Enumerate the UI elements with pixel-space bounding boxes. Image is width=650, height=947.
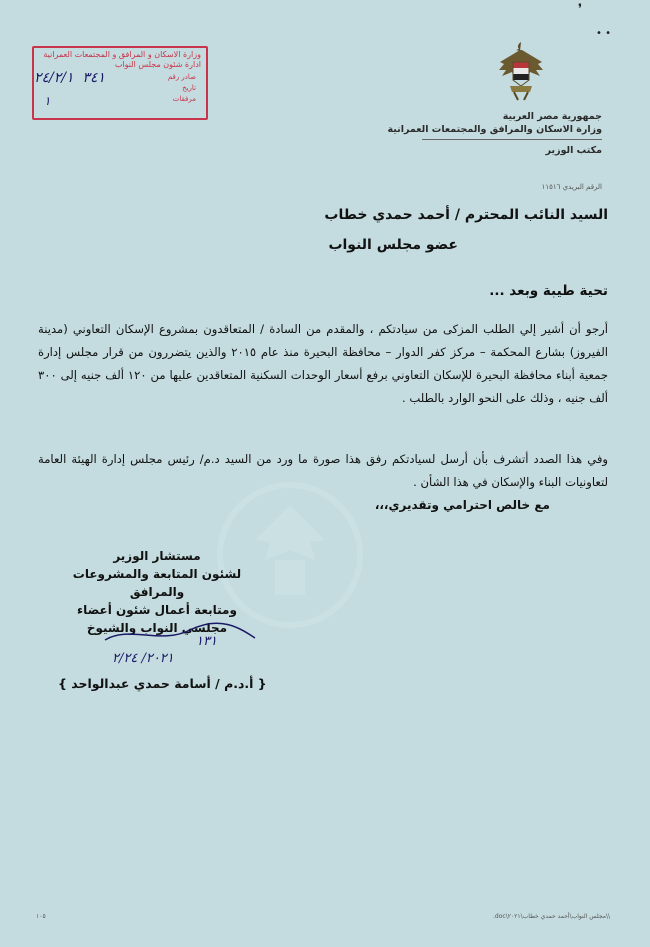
addressee-name: السيد النائب المحترم / أحمد حمدي خطاب xyxy=(324,207,608,223)
body-paragraph-2: وفي هذا الصدد أتشرف بأن أرسل لسيادتكم رفق هذا صورة ما ورد من السيد د.م/ رئيس مجلس إدارة الهيئة العامة لتعاونيات البناء والإسكان في هذا الشأن . xyxy=(38,452,608,489)
corner-mark: ❜ xyxy=(578,2,583,17)
org-divider xyxy=(422,139,602,140)
signature-line-4: مجلسي النواب والشيوخ xyxy=(86,621,228,635)
closing-line: مع خالص احترامي وتقديري،،، xyxy=(374,498,550,512)
signature-line-3: ومتابعة أعمال شئون أعضاء xyxy=(77,603,237,617)
stamp-field-attachments: مرفقات xyxy=(172,95,196,103)
stamp-fields xyxy=(168,72,196,105)
eagle-emblem-icon xyxy=(496,40,546,104)
organization-header xyxy=(382,110,602,194)
org-ministry: وزارة الاسكان والمرافق والمجتمعات العمرانية xyxy=(387,124,602,135)
signer-name: { أ.د.م / أسامة حمدي عبدالواحد } xyxy=(58,676,267,691)
stamp-field-number: صادر رقم xyxy=(167,73,196,81)
stamp-field-date: تاريخ xyxy=(182,84,196,92)
handwritten-signature-icon xyxy=(100,620,260,650)
org-country: جمهورية مصر العربية xyxy=(502,111,602,122)
outgoing-stamp xyxy=(32,46,208,120)
stamp-line-department: ادارة شئون مجلس النواب xyxy=(114,60,201,69)
corner-dots: • • xyxy=(596,28,611,39)
stamp-handwritten-number: ٣٤١ ٢٤/٢/١ xyxy=(34,70,105,86)
addressee-title: عضو مجلس النواب xyxy=(328,237,458,253)
signature-line-1: مستشار الوزير xyxy=(113,549,201,563)
stamp-handwritten-date: ٢٤/٢/١ xyxy=(34,70,74,86)
addressee-block xyxy=(48,204,608,256)
body-paragraph-1: أرجو أن أشير إلي الطلب المزكى من سيادتكم ، والمقدم من السادة / المتعاقدون بمشروع الإسكان التعاوني (مدينة الفيروز) بشارع المحكمة – مركز كفر الدوار – محافظة البحيرة منذ عام ٢٠١٥ والذين يتضررون من قرار مجلس إدارة جمعية أبناء محافظة البحيرة للإسكان التعاوني برفع أسعار الوحدات السكنية المتعاقدين عليها من ١٢٠ ألف جنيه إلى ٣٠٠ ألف جنيه ، وذلك على النحو الوارد بالطلب . xyxy=(38,322,608,405)
footer-file-path: \\مجلس النواب\أحمد حمدي خطاب\٢٠٢١\doc. xyxy=(492,913,610,920)
stamp-line-ministry: وزارة الاسكان و المرافق و المجتمعات العمرانية xyxy=(43,50,201,59)
org-office: مكتب الوزير xyxy=(545,145,602,156)
signature-handwritten-number: ١٣١ xyxy=(196,634,217,649)
stamp-handwritten-attachments: ١ xyxy=(44,94,51,108)
signature-line-2: لشئون المتابعة والمشروعات والمرافق xyxy=(72,567,242,599)
footer-page-code: ١٠٥ xyxy=(36,913,46,920)
org-postal-code: الرقم البريدي ١١٥١٦ xyxy=(541,183,602,191)
signature-handwritten-date: ٢٠٢١/ ٢/٢٤ xyxy=(112,651,174,666)
greeting: تحية طيبة وبعد ... xyxy=(489,283,608,299)
